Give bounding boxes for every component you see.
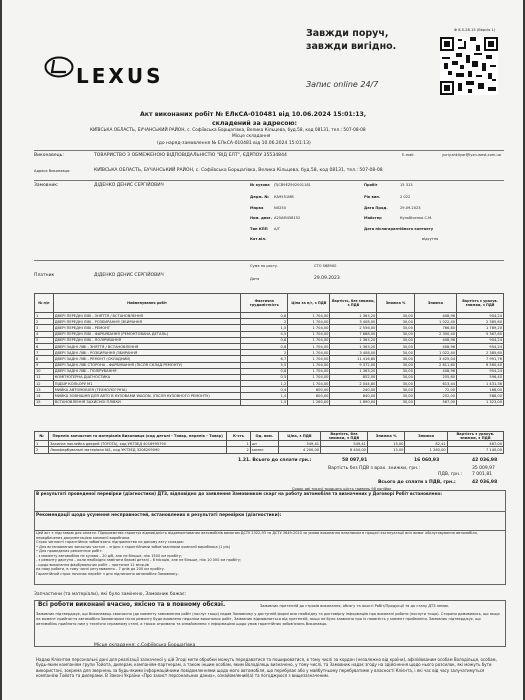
works-cell: 588,00: [457, 393, 504, 399]
works-cell: 600,00: [288, 387, 330, 393]
contractor-address: КИЇВСЬКА ОБЛАСТЬ, БУЧАНСЬКИЙ РАЙОН, с. Софіївська Борщагівка, Велика Кільцева, буд.58, код 08131, тел.: 507-08-08: [94, 168, 383, 173]
works-cell: МИЙКА ЗОВНІШНЯ ДЛЯ АВТО В КУЗОВАМИ WAGON. (ПІСЛЯ КУЗОВНОГО РЕМОНТУ): [53, 393, 241, 399]
works-cell: 613,44: [414, 381, 456, 387]
vat-label: ПДВ, грн.:: [438, 472, 462, 477]
works-cell: 0,4: [241, 387, 288, 393]
works-cell: 30,00: [377, 387, 415, 393]
client-label: Замовник:: [34, 183, 59, 188]
works-cell: 954,24: [457, 368, 504, 374]
sto-value: СТО 568900: [314, 264, 337, 268]
parts-cell: 549,41: [321, 441, 368, 447]
works-table: [34, 293, 504, 406]
grand-total-label: Всього до сплати з ПДВ, грн.:: [378, 480, 456, 485]
works-cell: 840,00: [330, 393, 377, 399]
parts-cell: 2: [35, 447, 49, 453]
works-cell: 1 704,00: [288, 337, 330, 343]
works-cell: 1 890,00: [330, 399, 377, 405]
works-cell: 30,00: [377, 343, 415, 349]
works-cell: 954,24: [457, 337, 504, 343]
parts-cell: 1 260,00: [405, 447, 447, 453]
works-cell: 12: [35, 381, 54, 387]
warranty-line: - з моменту автомобіля не кузова – 20 діб, але не більше, ніж 1500 км пробігу;: [36, 553, 182, 558]
works-cell: 1 431,36: [457, 381, 504, 387]
works-header-cell: Вартість, без знижки, з ПДВ: [330, 294, 377, 313]
works-cell: 1 704,00: [288, 331, 330, 337]
works-cell: 9: [35, 362, 54, 368]
works-cell: 5 367,60: [457, 331, 504, 337]
works-cell: 30,00: [377, 319, 415, 325]
parts-cell: Захисна наклейка дверей (TOYOTA), код УКТЗЕД 4016995790: [49, 441, 227, 447]
works-cell: 954,24: [457, 343, 504, 349]
works-header-cell: Знижка: [414, 294, 456, 313]
works-cell: 1,5: [241, 325, 288, 331]
works-cell: 0,8: [241, 368, 288, 374]
works-cell: 766,80: [414, 325, 456, 331]
works-cell: 8: [35, 356, 54, 362]
parts-cell: 4 200,00: [278, 447, 320, 453]
works-cell: 30,00: [377, 368, 415, 374]
contact-label: Дата післягарантійного контакту: [364, 227, 434, 231]
parts-cell: Лакофарбувальні матеріали №1, код УКТЗЕД 3208209090: [49, 447, 227, 453]
works-cell: 852,00: [330, 374, 377, 380]
warranty-line: - щодо виконання фарбувальних робіт – протягом 12 місяців: [36, 562, 149, 567]
act-subtitle: складений за адресою:: [212, 120, 297, 127]
works-cell: 1 704,00: [288, 325, 330, 331]
contractor-label: Виконавець:: [34, 153, 64, 158]
model-value: NX250: [274, 206, 287, 210]
kpp-value: А/Т: [274, 227, 280, 231]
works-sum: 42 036,98: [472, 458, 498, 463]
works-cell: 408,96: [414, 343, 456, 349]
works-cell: 1 363,20: [330, 368, 377, 374]
works-cell: 4,5: [241, 331, 288, 337]
works-cell: 0,8: [241, 337, 288, 343]
works-cell: 2 044,80: [330, 381, 377, 387]
vin-value: JTJCB9EZ902001181: [274, 183, 311, 187]
parts-header-cell: Вартість, без знижки, з ПДВ: [321, 432, 368, 441]
works-cell: 1 022,40: [414, 319, 456, 325]
parts-cell: шт: [250, 441, 278, 447]
parts-header-cell: К-сть: [227, 432, 250, 441]
contractor-value: ТОВАРИСТВО З ОБМЕЖЕНОЮ ВІДПОВІДАЛЬНІСТЮ "ВІД ЕЛТ", ЄДРПОУ 35534844: [94, 153, 287, 158]
works-cell: 7 991,76: [457, 356, 504, 362]
works-cell: 6,7: [241, 356, 288, 362]
works-cell: 954,24: [457, 313, 504, 319]
model-label: Марка: [250, 206, 264, 210]
online-booking: Запис online 24/7: [306, 80, 379, 89]
act-address: КИЇВСЬКА ОБЛАСТЬ, БУЧАНСЬКИЙ РАЙОН, с. Софіївська Борщагівка, Велика Кільцева, буд.58, код 08131, тел.: 507-08-08: [90, 128, 366, 133]
works-cell: 2 385,60: [457, 319, 504, 325]
works-cell: 7 668,00: [330, 331, 377, 337]
reg-value: КА9551МВ: [274, 195, 294, 199]
parts-header-cell: Перелік запчастин та матеріалів Виконавця (код деталі - Товар, перелік - Товар): [49, 432, 227, 441]
works-header-cell: Знижка %: [377, 294, 415, 313]
works-cell: 30,00: [377, 325, 415, 331]
engine-label: Ном. двиг.: [250, 216, 272, 220]
act-title: Акт виконаних робіт № ЕЛкСА-010481 від 10.06.2024 15:01:13,: [140, 111, 367, 118]
works-total-label: 1.21. Всього до сплати грн.:: [238, 458, 312, 463]
works-cell: 6: [35, 343, 54, 349]
works-cell: 30,00: [377, 337, 415, 343]
contact-value: відсутня: [422, 237, 439, 241]
works-cell: 1 363,20: [330, 343, 377, 349]
slogan: Завжди поруч, завжди вигідно.: [306, 28, 397, 52]
doc-code: Ф 8.5-28-15 (Версія 1): [454, 28, 496, 32]
lexus-emblem-icon: [44, 56, 74, 78]
works-header-cell: № п/п: [35, 294, 54, 313]
works-cell: 72,00: [414, 387, 456, 393]
works-cell: ДВЕРІ ПЕРЕДНІ ЛІВІ - ПОЛІРУВАННЯ: [53, 337, 241, 343]
works-cell: 9 372,00: [330, 362, 377, 368]
works-cell: 168,00: [457, 387, 504, 393]
works-cell: ДВЕРІ ЗАДНІ ЛІВІ СТОРОНА - ФАРБУВАННЯ (ПІСЛЯ СКЛАД.РЕМОНТУ): [53, 362, 241, 368]
table-row: [35, 447, 504, 453]
works-cell: 1 789,20: [457, 325, 504, 331]
works-cell: 408,96: [414, 337, 456, 343]
contractor-address-label: Адреса Виконавця:: [34, 169, 71, 173]
sold-label: Дата Прод.: [364, 206, 388, 210]
works-cell: ДВЕРІ ПЕРЕДНІ ЛІВІ - ФАРБУВАННЯ (РЕМОНТОВАНА ДЕТАЛЬ): [53, 331, 241, 337]
works-cell: 30,00: [377, 313, 415, 319]
warranty-line: на нову роботи, в тому числі регулювання – 7 днів до 200 км пробігу.: [36, 567, 165, 572]
works-cell: 1 704,00: [288, 343, 330, 349]
vin-label: № кузова: [250, 183, 270, 187]
parts-header-cell: Знижка: [405, 432, 447, 441]
works-cell: 2 811,60: [414, 362, 456, 368]
works-cell: ВСТАНОВЛЕННЯ ЗАХИСНОЇ ПЛІВКИ: [53, 399, 241, 405]
privacy-consent: Надаю Клієнтом персональні дані для реалізації зазначеної у цій Згоді мети обробки можуть передаватися та поширюватися, в тому числі за кордон (незалежно від країни), афілійованим особам Володільця, особам, будь-яким компаніям групи Тойота, дилерам, компаніям-партнерам, а також іншим особам, яким Володілець визначено, у тому числі, та Замовник надає згоду на здійснення щодо нього розсилок, які можуть бути використані, зокрема для звернень за будь-якими інформаційними повідомленнями щодо мого автомобіля, що перебуває або у майбутньому перебуватиме у власності Клієнта, і які час від часу залучатимуться компанією Тойота та дилерами. В Законі України «Про захист персональних даних», ознайомлений(а) та погоджуюся з вищезазначеним.: [36, 657, 497, 679]
order-reference: (до наряд-замовлення № ЕЛкСА-010481 від 10.06.2024 15:01:13): [157, 141, 311, 146]
works-cell: 3 425,04: [414, 356, 456, 362]
works-cell: 0,8: [241, 313, 288, 319]
warranty-line: - з ремонту двигуна – коли необхідно замінити базові деталі – 6 місяців, але не більше, ніж 10 000 км пробігу;: [36, 558, 242, 563]
works-cell: 240,00: [330, 387, 377, 393]
works-cell: 1,2: [241, 381, 288, 387]
works-cell: 600,00: [288, 393, 330, 399]
works-cell: 30,00: [377, 350, 415, 356]
works-cell: 252,00: [414, 393, 456, 399]
works-header-cell: Ціна за н/г, з ПДВ: [288, 294, 330, 313]
works-cell: 1 704,00: [288, 313, 330, 319]
works-cell: 1 704,00: [288, 350, 330, 356]
parts-cell: 1: [227, 441, 250, 447]
footer-heading-tail: Замовник претензій до строків виконання, обсягу та якості Робіт/Продукції та до стану ДТЗ немає.: [260, 604, 450, 608]
parts-cell: 15,00: [367, 441, 405, 447]
works-cell: КОМП'ЮТЕРНА ДІАГНОСТИКА: [53, 374, 241, 380]
table-row: [35, 399, 504, 405]
year-value: 2 022: [400, 195, 411, 199]
works-header-cell: Фактична трудомісткість: [241, 294, 288, 313]
lexus-logo: [44, 56, 74, 82]
parts-header-cell: Знижка %: [367, 432, 405, 441]
works-header-cell: Вартість з урахув. знижки, з ПДВ: [457, 294, 504, 313]
works-cell: 30,00: [377, 393, 415, 399]
parts-header-cell: Ціна, з ПДВ: [278, 432, 320, 441]
footer-body: Замовник підтверджує, що Виконавець своєчасно (до моменту замовлення робіт (послуг тощо) надав Замовнику у доступній формі всю необхідну та достовірну інформацію про виконані роботи (послуги тощо). Сторони домовились, що якщо на момент прийняття автомобіля Замовником після ремонту буде виявлено недоліки виконаних робіт, Замовник відмовляється від претензій, якщо не було заявлено про їх наявність у момент приймання. Замовник підтверджує, що автомобіль прийнято ним у технічно справному стані, а також отримано та ознайомлено з інформацією щодо умов гарантійних зобов'язань Виконавця.: [36, 612, 500, 626]
warranty-line: Цей акт є підставою для оплати. Підприємство гарантує відповідність відремонтованих автомобілів вимогам ДСТУ 2322-93 та ДСТУ 3649:2010 за умови виконання власником в процесі експлуатації всіх вимог обслуговування автомобіля, передбачених документацією компанії виробника.: [36, 531, 478, 540]
email-label: E-mail:: [402, 153, 415, 157]
parts-header-cell: Од. вим.: [250, 432, 278, 441]
works-cell: 1 260,00: [288, 399, 330, 405]
works-cell: 11 416,80: [330, 356, 377, 362]
payer-label: Платник: [34, 273, 55, 278]
works-cell: 1 323,00: [457, 399, 504, 405]
works-cell: 30,00: [377, 374, 415, 380]
sto-label: Сума по росту.: [250, 264, 279, 268]
parts-header-cell: Вартість з урахув. знижки, з ПДВ: [447, 432, 503, 441]
recommend-heading: Рекомендації щодо усунення несправностей, встановлених в результаті перевірки (діагностики):: [36, 513, 282, 518]
works-cell: ДВЕРІ ЗАДНІ ЛІВІ - ЗНЯТТЯ / ВСТАНОВЛЕННЯ: [53, 343, 241, 349]
qr-code: [440, 37, 498, 95]
works-cell: 13: [35, 387, 54, 393]
warranty-line: • Для встановлених запасних частин – згідно з гарантійними зобов'язаннями компанії виробника (1 рік): [36, 544, 231, 549]
parts-cell: 467,00: [447, 441, 503, 447]
works-cell: 1 704,00: [288, 381, 330, 387]
works-cell: 567,00: [414, 399, 456, 405]
works-cell: 30,00: [377, 381, 415, 387]
works-cell: ДВЕРІ ЗАДНІ ЛІВІ - ПОЛІРУВАННЯ: [53, 368, 241, 374]
sum-no-vat-label: Вартість без ПДВ з врах. знижки, грн.:: [328, 466, 421, 471]
works-cell: 11: [35, 374, 54, 380]
master-value: Кульбіченко С.М.: [400, 216, 433, 220]
date-value: 29.09.2023: [314, 276, 340, 281]
works-cell: 2 385,60: [457, 350, 504, 356]
works-cell: 3 408,00: [330, 350, 377, 356]
works-cell: 7: [35, 350, 54, 356]
works-cell: 6 560,40: [457, 362, 504, 368]
works-cell: ПІДБІР КОЛЬОРУ М1: [53, 381, 241, 387]
warranty-line: Строк чинності гарантійних зобов'язань підприємства по даному акту складає:: [36, 540, 184, 545]
category-label: Кат.віл.: [250, 237, 267, 241]
parts-cell: 82,41: [405, 441, 447, 447]
works-cell: 30,00: [377, 399, 415, 405]
works-cell: 2 556,00: [330, 325, 377, 331]
parts-cell: 15,00: [367, 447, 405, 453]
works-cell: ДВЕРІ ПЕРЕДНІ ЛІВІ - РЕМОНТ: [53, 325, 241, 331]
works-cell: 1 704,00: [288, 368, 330, 374]
works-cell: 4: [35, 331, 54, 337]
works-cell: 2 300,40: [414, 331, 456, 337]
works-header-cell: Найменування робіт: [53, 294, 241, 313]
warranty-line: • Для проведених ремонтних робіт:: [36, 549, 103, 554]
works-cell: 408,96: [414, 368, 456, 374]
document-sheet: [2, 0, 523, 700]
mileage-label: Пробіг: [364, 183, 378, 187]
engine-value: A25AM458152: [274, 216, 301, 220]
works-cell: 1,5: [241, 399, 288, 405]
email-value: yuriy.shkilyar@lyxn-west.com.ua: [442, 153, 501, 157]
works-cell: 0,5: [241, 374, 288, 380]
works-cell: 1 704,00: [288, 362, 330, 368]
works-cell: 408,96: [414, 313, 456, 319]
year-label: Рік вип.: [364, 195, 381, 199]
works-cell: 1 704,00: [288, 319, 330, 325]
works-cell: 3 408,00: [330, 319, 377, 325]
works-cell: 3: [35, 325, 54, 331]
works-cell: 1,4: [241, 393, 288, 399]
works-cell: 596,40: [457, 374, 504, 380]
works-cell: 1 704,00: [288, 356, 330, 362]
works-cell: 5,5: [241, 362, 288, 368]
parts-cell: 8 400,00: [321, 447, 368, 453]
works-total: 58 097,91: [342, 458, 368, 463]
parts-return-note: Запчастини (та матеріали), які було замінено, Замовник бажає:: [34, 592, 187, 597]
works-cell: 2: [35, 319, 54, 325]
works-cell: 2: [241, 350, 288, 356]
results-heading: В результаті проведеної перевірки (діагностики) ДТЗ, відповідно до заявлення Замовником скарг на роботу автомобіля та визначених у Договорі Робіт встановлено:: [36, 491, 443, 496]
works-cell: ДВЕРІ ПЕРЕДНІ ЛІВІ - РОЗБИРАННЯ /ЗБИРАННЯ: [53, 319, 241, 325]
works-cell: ДВЕРІ ПЕРЕДНІ ЛІВІ - ЗНЯТТЯ / ВСТАНОВЛЕННЯ: [53, 313, 241, 319]
act-signed: Місце складання: [232, 134, 271, 139]
works-cell: 10: [35, 368, 54, 374]
works-discount: 16 060,93: [414, 458, 440, 463]
warranty-text: [36, 531, 502, 576]
master-label: Майстер: [364, 216, 382, 220]
works-cell: 1: [35, 313, 54, 319]
works-cell: 30,00: [377, 362, 415, 368]
works-cell: 1 022,40: [414, 350, 456, 356]
works-cell: 30,00: [377, 331, 415, 337]
payer-name: ДІДЕНКО ДЕНИС СЕРГІЙОВИЧ: [94, 273, 164, 278]
works-cell: 1 363,20: [330, 337, 377, 343]
works-cell: 2: [241, 319, 288, 325]
brand-wordmark: LEXUS: [76, 64, 164, 88]
works-cell: 1 363,20: [330, 313, 377, 319]
sold-value: 29.09.2023: [400, 206, 421, 210]
parts-cell: 549,41: [278, 441, 320, 447]
parts-cell: компл: [250, 447, 278, 453]
client-name: ДІДЕНКО ДЕНИС СЕРГІЙОВИЧ: [94, 183, 164, 188]
works-cell: 14: [35, 393, 54, 399]
parts-header-cell: №: [35, 432, 49, 441]
parts-cell: 2: [227, 447, 250, 453]
footer-place: Місце складання: с.Софіївська Борщагівка: [94, 643, 196, 648]
works-cell: МИЙКА АВТОМОБІЛЯ (ТЕХНОЛОГІЧНА): [53, 387, 241, 393]
parts-cell: 7 140,00: [447, 447, 503, 453]
works-cell: ДВЕРІ ЗАДНІ ЛІВІ - РЕМОНТ (СКЛАДНИЙ): [53, 356, 241, 362]
works-cell: 5: [35, 337, 54, 343]
vat-value: 7 001,81: [472, 472, 493, 477]
works-cell: 1 704,00: [288, 374, 330, 380]
parts-table: [34, 431, 504, 454]
works-cell: 0,8: [241, 343, 288, 349]
reg-label: Держ. №: [250, 195, 269, 199]
date-label: Дата: [250, 277, 260, 281]
footer-heading: Всі роботи виконані вчасно, якісно та в повному обсязі.: [38, 602, 226, 608]
works-cell: ДВЕРІ ЗАДНІ ЛІВІ - РОЗБИРАННЯ /ЗБИРАННЯ: [53, 350, 241, 356]
warranty-line: Гарантійний строк починає перебіг з дня підписання автомобіля Замовнику.: [36, 571, 179, 576]
parts-cell: 1: [35, 441, 49, 447]
kpp-label: Тип КПП: [250, 227, 268, 231]
works-cell: 30,00: [377, 356, 415, 362]
mileage-value: 15 313: [400, 183, 413, 187]
grand-total: 42 036,98: [472, 480, 498, 485]
sum-no-vat: 35 009,97: [472, 466, 495, 471]
works-cell: 255,60: [414, 374, 456, 380]
total-in-words: Сорок дві тисячі тридцять шість гривень 98 копійок: [292, 487, 392, 491]
works-cell: 15: [35, 399, 54, 405]
